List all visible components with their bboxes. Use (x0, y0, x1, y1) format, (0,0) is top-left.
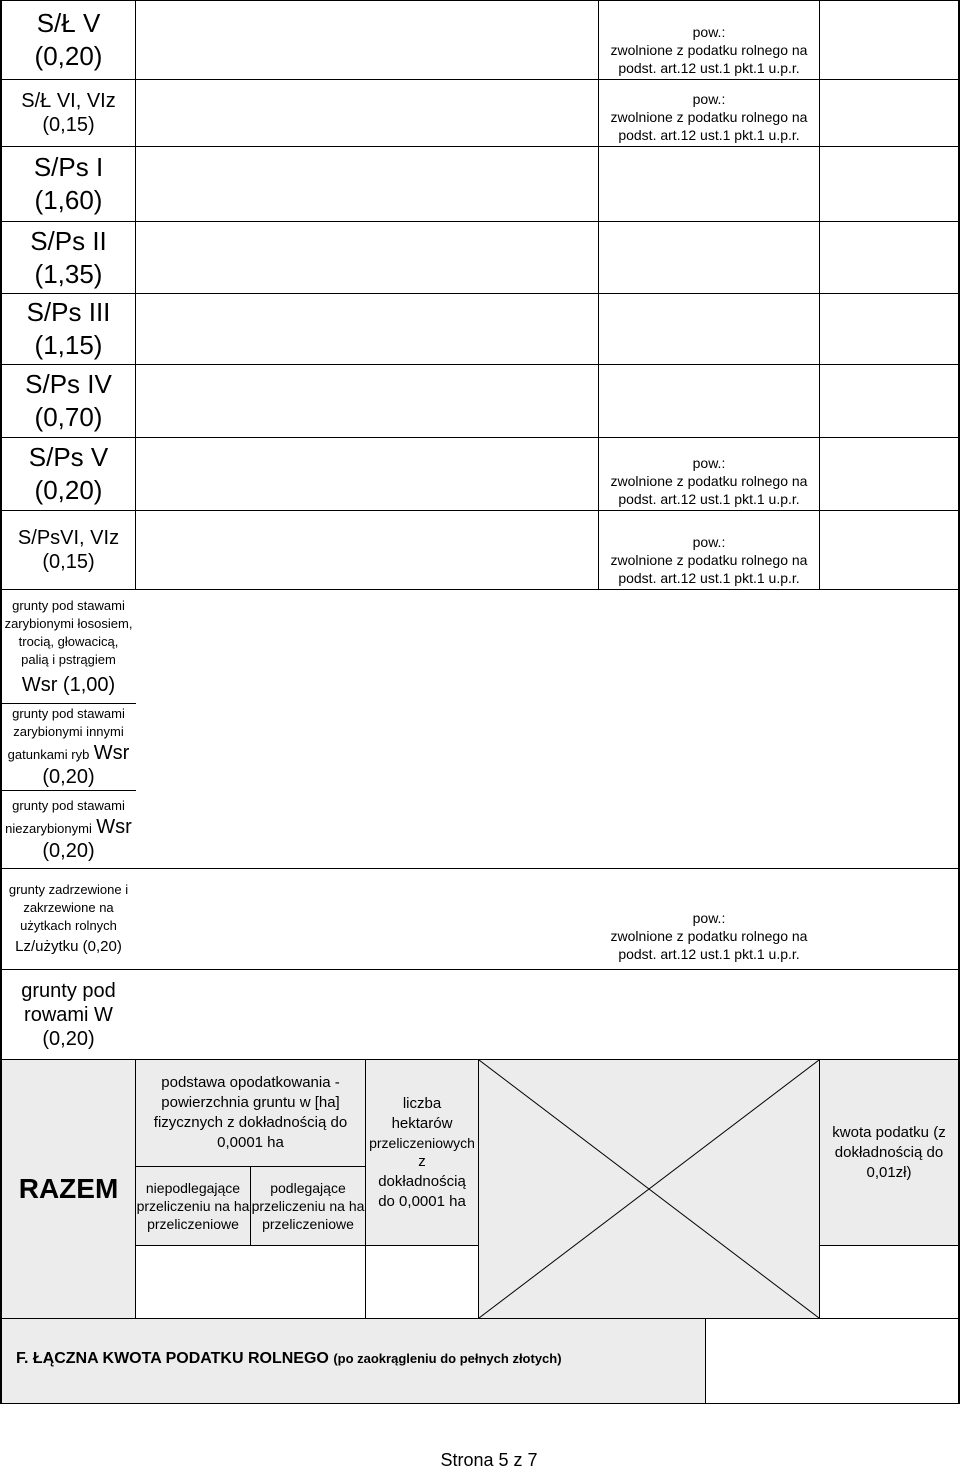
pond-salmon-cell (2, 590, 135, 703)
base-header (136, 1060, 365, 1166)
land-class-factor: (0,20) (34, 475, 103, 505)
value-input[interactable] (136, 365, 598, 437)
subject-l1: podlegające (270, 1180, 346, 1196)
value-input[interactable] (136, 147, 598, 221)
total-subject-input[interactable] (251, 1246, 365, 1318)
forest-note3: podst. art.12 ust.1 pkt.1 u.p.r. (618, 946, 800, 962)
pond-salmon-line4: palią i pstrągiem (21, 651, 116, 667)
section-f-sub: (po zaokrągleniu do pełnych złotych) (333, 1351, 562, 1366)
land-class-code: S/Ps IV (25, 369, 112, 399)
value-input[interactable] (136, 438, 598, 510)
total-tax-input[interactable] (820, 1246, 958, 1318)
base-header-l2: powierzchnia gruntu w [ha] (161, 1094, 340, 1111)
pond-other-line1: grunty pod stawami (12, 706, 125, 721)
forest-line3: użytkach rolnych (20, 918, 117, 933)
hectares-header (366, 1060, 478, 1245)
base-header-l1: podstawa opodatkowania - (161, 1074, 340, 1091)
land-class-factor: (0,15) (42, 114, 95, 136)
pond-none-line1: grunty pod stawami (12, 797, 125, 813)
total-hectares-input[interactable] (366, 1246, 478, 1318)
forest-note2: zwolnione z podatku rolnego na (610, 928, 808, 944)
exempt-note (599, 90, 819, 144)
land-class-code: S/Ps I (33, 152, 104, 182)
land-class-label (2, 80, 135, 146)
land-class-label (2, 511, 135, 589)
section-f-amount-input[interactable] (706, 1319, 958, 1403)
forest-line1: grunty zadrzewione i (8, 882, 129, 897)
exempt-note-line: zwolnione z podatku rolnego na (610, 109, 808, 125)
land-class-code: S/Ł VI, VIz (21, 90, 116, 112)
exempt-note-line: podst. art.12 ust.1 pkt.1 u.p.r. (618, 570, 800, 586)
ditch-cell (2, 970, 135, 1059)
page-number: Strona 5 z 7 (440, 1450, 538, 1470)
land-class-label (2, 438, 135, 510)
section-f-label (16, 1350, 562, 1368)
land-class-code: S/Ps V (28, 442, 109, 472)
land-class-factor: (0,20) (34, 40, 103, 71)
value-input[interactable] (820, 0, 958, 79)
base-header-l4: 0,0001 ha (217, 1134, 284, 1151)
value-input[interactable] (820, 222, 958, 293)
land-class-factor: (1,60) (34, 185, 103, 215)
hectares-l1: liczba (402, 1094, 442, 1112)
forest-exempt-note (599, 906, 819, 966)
pond-other-factor: (0,20) (42, 766, 95, 788)
not-subject-l3: przeliczeniowe (147, 1216, 239, 1232)
land-class-label (2, 222, 135, 293)
exempt-note (599, 448, 819, 508)
value-input[interactable] (820, 511, 958, 589)
value-input[interactable] (136, 80, 598, 146)
land-class-code: S/Ps III (26, 297, 111, 327)
value-input[interactable] (820, 365, 958, 437)
exempt-note-line: podst. art.12 ust.1 pkt.1 u.p.r. (618, 127, 800, 143)
pond-none-code: Wsr (96, 815, 132, 838)
hectares-l4: z (418, 1152, 426, 1170)
land-class-factor: (0,70) (34, 402, 103, 432)
razem-label: RAZEM (18, 1173, 119, 1204)
forest-note1: pow.: (692, 910, 726, 926)
exempt-note-line: podst. art.12 ust.1 pkt.1 u.p.r. (618, 491, 800, 507)
not-subject-l1: niepodlegające (145, 1180, 241, 1196)
pond-other-line2: zarybionymi innymi (13, 724, 124, 739)
value-input[interactable] (136, 294, 598, 364)
pond-salmon-code: Wsr (1,00) (21, 673, 116, 696)
forest-code: Lz/użytku (0,20) (15, 938, 122, 955)
land-class-label (2, 147, 135, 221)
land-class-label (2, 365, 135, 437)
land-class-factor: (1,35) (34, 258, 103, 289)
value-input[interactable] (136, 511, 598, 589)
pond-other-code: Wsr (93, 742, 130, 764)
tax-l2: dokładnością do (834, 1143, 944, 1161)
value-input[interactable] (820, 294, 958, 364)
pond-none-line2: niezarybionymi (5, 820, 92, 836)
hectares-l6: do 0,0001 ha (378, 1192, 466, 1210)
land-class-factor: (0,15) (42, 551, 95, 573)
total-not-subject-input[interactable] (136, 1246, 250, 1318)
land-class-code: S/PsVI, VIz (17, 527, 120, 549)
not-subject-header (136, 1167, 250, 1245)
ditch-line2: rowami W (24, 1003, 113, 1026)
land-class-label (2, 0, 135, 79)
land-class-factor: (1,15) (34, 330, 103, 360)
subject-header (251, 1167, 365, 1245)
exempt-note-line: zwolnione z podatku rolnego na (610, 552, 808, 568)
pond-other-line3-wrap (8, 741, 130, 765)
pond-salmon-line2: zarybionymi łososiem, (4, 615, 133, 631)
pond-none-cell (2, 791, 135, 868)
ditch-line3: (0,20) (42, 1027, 95, 1050)
exempt-note-line: podst. art.12 ust.1 pkt.1 u.p.r. (618, 60, 800, 76)
base-header-l3: fizycznych z dokładnością do (153, 1114, 348, 1131)
value-input[interactable] (820, 80, 958, 146)
exempt-note (599, 10, 819, 77)
land-class-code: S/Ł V (36, 7, 101, 38)
pond-other-line3: gatunkami ryb (7, 747, 90, 762)
value-input[interactable] (820, 438, 958, 510)
forest-cell (2, 869, 135, 969)
exempt-note-line: pow.: (692, 91, 726, 107)
pond-none-factor: (0,20) (42, 839, 95, 862)
pond-none-line2-wrap (5, 815, 132, 839)
section-f-title: F. ŁĄCZNA KWOTA PODATKU ROLNEGO (16, 1350, 329, 1367)
subject-l2: przeliczeniu na ha (251, 1198, 365, 1214)
not-subject-l2: przeliczeniu na ha (136, 1198, 250, 1214)
land-class-code: S/Ps II (30, 225, 107, 256)
forest-line2: zakrzewione na (23, 900, 114, 915)
tax-header (820, 1060, 958, 1245)
value-input[interactable] (136, 222, 598, 293)
ditch-line1: grunty pod (21, 979, 116, 1002)
hectares-l2: hektarów (391, 1114, 453, 1132)
exempt-note-line: pow.: (692, 24, 726, 40)
value-input[interactable] (136, 0, 598, 79)
exempt-note-line: pow.: (692, 534, 726, 550)
crossed-box (479, 1060, 819, 1318)
tax-l3: 0,01zł) (866, 1163, 912, 1181)
pond-other-cell (2, 704, 135, 790)
land-class-label (2, 294, 135, 364)
razem-label-cell (2, 1060, 135, 1318)
exempt-note-line: zwolnione z podatku rolnego na (610, 42, 808, 58)
hectares-l3: przeliczeniowych (369, 1134, 475, 1151)
value-input[interactable] (820, 147, 958, 221)
exempt-note (599, 521, 819, 587)
pond-salmon-line3: trocią, głowacicą, (18, 633, 119, 649)
exempt-note-line: zwolnione z podatku rolnego na (610, 473, 808, 489)
hectares-l5: dokładnością (378, 1172, 466, 1190)
subject-l3: przeliczeniowe (262, 1216, 354, 1232)
exempt-note-line: pow.: (692, 455, 726, 471)
pond-salmon-line1: grunty pod stawami (12, 597, 125, 613)
tax-l1: kwota podatku (z (832, 1123, 946, 1141)
